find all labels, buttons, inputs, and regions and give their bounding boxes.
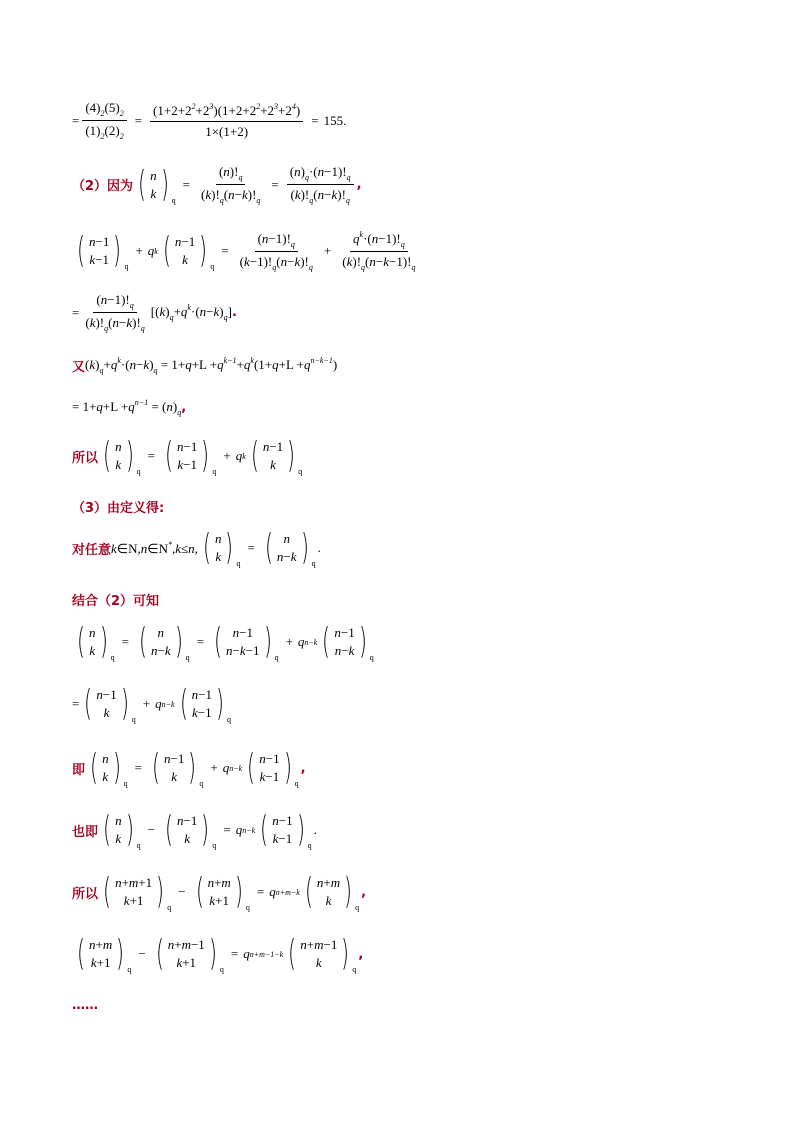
equation-line-13: 即 ( n k ) q = ( n−1 k ) q + q n−k ( n−1 k−1 ) q , [72, 747, 306, 788]
section-3-heading: （3）由定义得: [72, 501, 165, 516]
label-also: 又 [72, 360, 86, 375]
equation-line-10 [72, 590, 159, 609]
label-combine: 结合（2）可知 [72, 594, 160, 609]
equation-line-16: ( n+m k+1 ) q − ( n+m−1 k+1 ) q = q n+m−1−k ( n+m−1 k ) q , [77, 933, 364, 974]
label-for-any: 对任意 [72, 542, 112, 558]
equation-line-12: = ( n−1 k ) q + q n−k ( n−1 k−1 ) q [72, 683, 232, 724]
equation-line-9: 对任意 k∈N,n∈N*,k≤n, ( n k ) q = ( n n−k ) q . [72, 527, 321, 568]
ellipsis: …… [72, 998, 98, 1013]
equation-line-11: ( n k ) q = ( n n−k ) q = ( n−1 n−k−1 ) q + q n−k ( n−1 n−k ) q [77, 621, 374, 662]
label-because: （2）因为 [72, 179, 134, 194]
equation-line-14: 也即 ( n k ) q − ( n−1 k ) q = q n−k ( n−1 k−1 ) q . [72, 809, 317, 850]
result-value: 155 [323, 112, 344, 128]
label-that-is: 也即 [72, 824, 99, 840]
label-namely: 即 [72, 762, 86, 778]
equation-line-5: 又 $(k)_q+q^k\cdot(n-k)_q = 1+q+L +q^{k-1}+q^k(1+q+L +q^{n-k-1})$ [72, 356, 338, 375]
equation-line-1: = $\frac{(4)_2(5)_2}{(1)_2(2)_2}$ = $\frac{(1+2+2^2+2^3)(1+2+2^2+2^3+2^4)}{1\times(1+2)}$ = 155 . [72, 100, 347, 141]
equation-line-6: = $1+q+L +q^{n-1} = (n)_q$ , [72, 398, 187, 417]
equation-line-3: ( n−1 k−1 ) q + q k ( n−1 k ) q = $\frac{(n-1)!_q}{(k-1)!_q(n-k)!_q}$ + $\frac{q^k\cdot(n-1)!_q}{(k)!_q(n-k-1)!_q}$ [77, 230, 416, 272]
equation-line-7: 所以 ( n k ) q = ( n−1 k−1 ) q + q k ( n−1 k ) q [72, 435, 303, 476]
label-so: 所以 [72, 450, 99, 466]
equation-line-2: （2）因为 ( n k ) q = $\frac{(n)!_q}{(k)!_q(n-k)!_q}$ = $\frac{(n)_q\cdot(n-1)!_q}{(k)!_q(n-k)!_q}$ , [72, 163, 362, 205]
label-therefore: 所以 [72, 886, 99, 902]
equation-line-8 [72, 497, 164, 516]
equation-line-15: 所以 ( n+m+1 k+1 ) q − ( n+m k+1 ) q = q n+m−k ( n+m k ) q , [72, 871, 367, 912]
equation-line-4: = $\frac{(n-1)!_q}{(k)!_q(n-k)!_q}$ $[(k)_q+q^k\cdot(n-k)_q]$ . [72, 292, 237, 333]
